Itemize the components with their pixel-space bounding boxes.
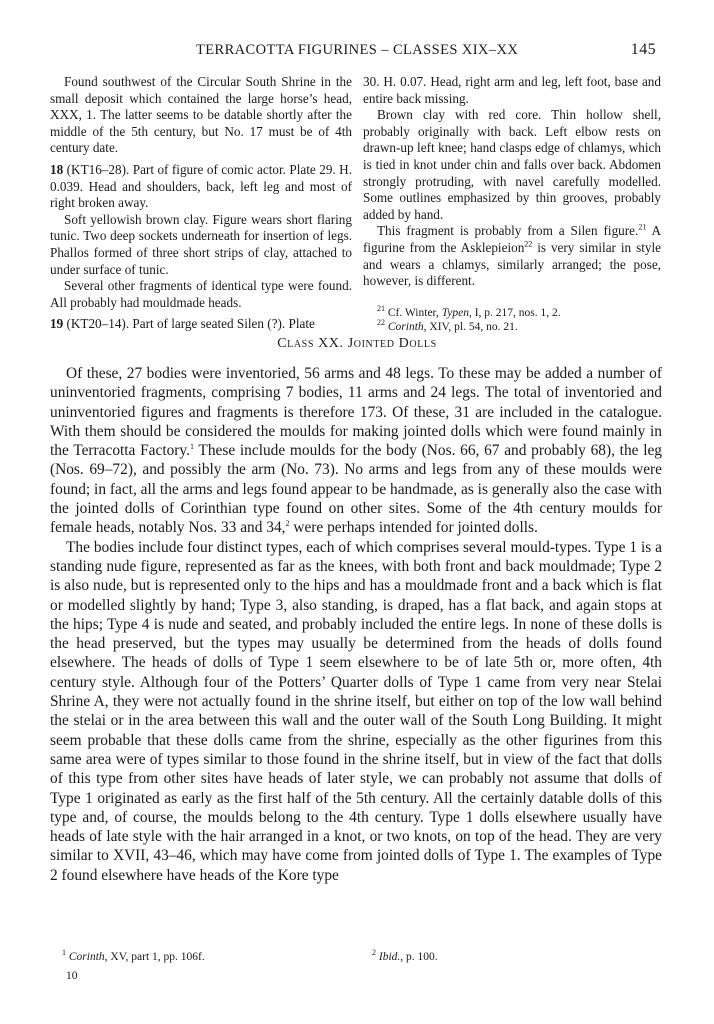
footnote-2-mark: 2	[372, 948, 376, 958]
footnote-1	[62, 950, 205, 964]
entry-19-continued: 30. H. 0.07. Head, right arm and leg, left foot, base and entire back missing.	[363, 74, 661, 106]
footnote-2-text: , p. 100.	[400, 951, 438, 963]
body-paragraph-1-text-c: were perhaps intended for jointed dolls.	[289, 519, 538, 537]
left-paragraph-1: Found southwest of the Circular South Shrine in the small deposit which contained the large horse’s head, XXX, 1. The latter seems to be datable shortly after the middle of the 5th century, but No. 17 must be of 4th century date.	[50, 74, 352, 156]
body-paragraph-1	[50, 364, 662, 538]
section-heading-text: Class XX. Jointed Dolls	[277, 336, 437, 351]
footnote-ref-1: 1	[189, 442, 194, 452]
footnote-21-title: Typen	[441, 306, 469, 319]
footnote-22-text: , XIV, pl. 54, no. 21.	[423, 320, 518, 333]
entry-19-number: 19	[50, 316, 64, 332]
running-head-title: TERRACOTTA FIGURINES – CLASSES XIX–XX	[196, 42, 519, 58]
footnote-21-text-a: Cf. Winter,	[385, 306, 442, 319]
catalogue-entry-18	[50, 162, 352, 212]
entry-19-note-text-a: This fragment is probably from a Silen figure.	[377, 223, 639, 239]
entry-19-note	[363, 223, 661, 289]
footnote-21-mark: 21	[377, 303, 385, 313]
footnote-2-title: Ibid.	[376, 951, 401, 963]
footnote-ref-2: 2	[285, 519, 290, 529]
footnote-ref-22: 22	[524, 239, 533, 249]
page-number: 145	[630, 41, 656, 58]
footnote-22-mark: 22	[377, 317, 385, 327]
section-heading	[0, 336, 714, 352]
entry-18-description: Soft yellowish brown clay. Figure wears short flaring tunic. Two deep sockets underneath for insertion of legs. Phallos formed of three short strips of clay, attached to under surface of tunic.	[50, 211, 352, 277]
signature-mark: 10	[66, 970, 78, 982]
column-footnotes	[363, 303, 661, 334]
entry-18-number: 18	[50, 161, 64, 177]
footnote-1-title: Corinth	[66, 951, 105, 963]
entry-19-note-text-b: A figurine from the Asklepieion	[363, 223, 661, 255]
footnote-1-mark: 1	[62, 948, 66, 958]
entry-19-text: (KT20–14). Part of large seated Silen (?). Plate	[63, 316, 315, 332]
entry-19-description: Brown clay with red core. Thin hollow shell, probably originally with back. Left elbow rests on drawn-up left knee; hand clasps edge of chlamys, which is tied in knot under chin and falls over back. Abdomen strongly protruding, with navel carefully modelled. Some outlines emphasized by thin grooves, probably added by hand.	[363, 107, 661, 222]
entry-19-note-text-c: is very similar in style and wears a chlamys, similarly arranged; the pose, however, is different.	[363, 239, 661, 289]
footnote-2	[372, 950, 438, 964]
right-column	[363, 74, 661, 334]
catalogue-entry-19	[50, 316, 352, 333]
entry-18-note: Several other fragments of identical type were found. All probably had mouldmade heads.	[50, 278, 352, 310]
main-text	[50, 364, 662, 885]
body-paragraph-2: The bodies include four distinct types, each of which comprises several mould-types. Type 1 is a standing nude figure, represented as far as the knees, with both front and back mouldmade; Type 2 is also nude, but is represented only to the hips and has a mouldmade front and a back which is flat or modelled slightly by hand; Type 3, also standing, is draped, has a flat back, and again stops at the hips; Type 4 is nude and seated, and probably included the entire legs. In none of these dolls is the head preserved, but the types may usually be determined from the heads of dolls found elsewhere. The heads of dolls of Type 1 seem elsewhere to be of late 5th or, more often, 4th century style. Although four of the Potters’ Quarter dolls of Type 1 came from very near Stelai Shrine A, they were not actually found in the shrine itself, but either on top of the low wall behind the stelai or in the area between this wall and the outer wall of the South Long Building. It might seem probable that these dolls came from the shrine, especially as the other figurines from this same area were of types similar to those found in the shrine itself, but in view of the fact that dolls of this type from other sites have heads of later style, we can probably not assume that dolls of Type 1 originated as early as the first half of the 5th century. All the certainly datable dolls of this type and, of course, the moulds belong to the 4th century. Type 1 dolls elsewhere usually have heads of late style with the hair arranged in a knot, or two knots, on top of the head. They are very similar to XVII, 43–46, which may have come from jointed dolls of Type 1. The examples of Type 2 found elsewhere have heads of the Kore type	[50, 538, 662, 884]
footnote-ref-21: 21	[638, 222, 647, 232]
footnote-22	[363, 317, 661, 334]
footnote-21-text-b: , I, p. 217, nos. 1, 2.	[468, 306, 561, 319]
footnote-21	[363, 303, 661, 320]
entry-18-text: (KT16–28). Part of figure of comic actor. Plate 29. H. 0.039. Head and shoulders, back, left leg and most of right broken away.	[50, 161, 352, 211]
footnote-1-text: , XV, part 1, pp. 106f.	[104, 951, 205, 963]
footnote-22-title: Corinth	[385, 320, 424, 333]
left-column	[50, 74, 352, 333]
body-paragraph-1-text-b: These include moulds for the body (Nos. 66, 67 and probably 68), the leg (Nos. 69–72), and possibly the arm (No. 73). No arms and legs from any of these moulds were found; in fact, all the arms and legs found appear to be handmade, as is generally also the case with the jointed dolls of Corinthian type found on other sites. Some of the 4th century moulds for female heads, notably Nos. 33 and 34,	[50, 442, 662, 537]
body-paragraph-1-text-a: Of these, 27 bodies were inventoried, 56 arms and 48 legs. To these may be added a number of uninventoried fragments, comprising 7 bodies, 11 arms and 24 legs. The total of inventoried and uninventoried figures and fragments is therefore 173. Of these, 31 are included in the catalogue. With them should be considered the moulds for making jointed dolls which were found mainly in the Terracotta Factory.	[50, 365, 662, 460]
